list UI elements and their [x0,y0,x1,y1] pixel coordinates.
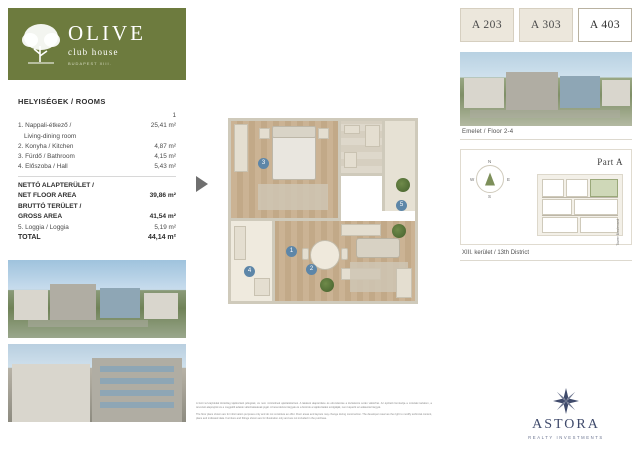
net-area-label: NETTÓ ALAPTERÜLET / [18,181,94,189]
apartment-tab-a403[interactable]: A 403 [578,8,632,42]
brand-title: OLIVE [68,20,146,45]
room-label-second-line: Living-dining room [24,132,77,140]
room-item-continued [18,132,176,141]
divider [18,176,176,177]
gross-area-label: BRUTTÓ TERÜLET / [18,202,82,210]
floor-plan-area [196,8,450,446]
room-item [18,162,176,171]
loggia-row [18,223,176,232]
rooms-heading: HELYISÉGEK / ROOMS [18,97,106,106]
room-value: 5,43 m² [154,163,176,171]
room-value: 4,15 m² [154,153,176,161]
building-exterior-photo-2 [8,344,186,422]
district-caption: XIII. kerület / 13th District [460,250,632,261]
room-label: 2. Konyha / Kitchen [18,142,74,150]
building-exterior-photo-1 [8,260,186,338]
room-item [18,121,176,130]
brand-tagline: BUDAPEST XIII. [68,60,112,66]
rooms-column-header [18,111,176,120]
room-item [18,152,176,161]
room-value: 25,41 m² [150,122,176,130]
astora-name: ASTORA [532,417,600,432]
net-area-row [18,181,176,191]
compass-south-label: S [488,194,492,199]
brand-subtitle: club house [68,46,119,57]
room-item [18,142,176,151]
net-area-row-2 [18,191,176,201]
compass-west-label: W [470,177,475,182]
total-row [18,233,176,243]
part-title: Part A [597,157,623,167]
brand-text-block [68,20,146,66]
floor-caption: Emelet / Floor 2-4 [460,126,632,140]
gross-area-label-2: GROSS AREA [18,213,63,221]
apartment-tab-a303[interactable]: A 303 [519,8,573,42]
compass-icon [471,160,509,198]
net-area-value: 39,86 m² [149,192,176,200]
loggia-label: 5. Loggia / Loggia [18,223,69,231]
astora-logo-block [506,388,626,440]
disclaimer-english: The floor plans shown are for information purposes only and do not constitute an offer. Floor areas and layouts may change during construction. The developer reserves the right to modify technical content, plans and indicated data. Furniture and fittings shown are for illustration only and are not included in the purchase. [196,413,432,421]
apartment-floor-plan[interactable] [210,118,438,308]
net-area-label-2: NET FLOOR AREA [18,192,77,200]
apartment-tab-list [460,8,632,42]
astora-subtitle: REALTY INVESTMENTS [528,435,604,440]
star-flower-icon [553,388,579,414]
room-label: 3. Fürdő / Bathroom [18,153,75,161]
mini-plan-street-label: Tower Boulevard [616,219,620,246]
apartment-tab-a203[interactable]: A 203 [460,8,514,42]
compass-east-label: E [506,177,510,182]
compass-north-label: N [488,159,492,164]
room-marker-5[interactable]: 5 [396,200,407,211]
room-marker-2[interactable]: 2 [306,264,317,275]
loggia-value: 5,19 m² [154,223,176,231]
site-mini-plan[interactable] [537,174,623,246]
gross-area-value: 41,54 m² [149,213,176,221]
disclaimer-block [196,402,432,421]
left-column [8,8,186,446]
right-column [460,8,632,261]
room-value: 4,87 m² [154,142,176,150]
view-direction-arrow[interactable] [196,176,208,192]
total-value: 44,14 m² [147,234,176,242]
room-label: 1. Nappali-étkező / [18,122,72,130]
rooms-panel [8,88,186,254]
disclaimer-hungarian: A fenti tervrajzokkal kizárólag tájékoztató jellegűek, és nem minősülnek ajánlattételnek. A lakások alapterülete és elrendezése a kivitelezés során változhat. Az építtető fenntartja a műszaki tartalom, a tervezett alaprajzok és a megjelölt adatok változtatásának jogát. A berendezési tárgyak és a bútorok a tájékoztatást szolgálják, nem képezik az adásvétel tárgyát. [196,402,432,410]
room-marker-4[interactable]: 4 [244,266,255,277]
total-label: TOTAL [18,234,41,242]
brand-header [8,8,186,80]
gross-area-row [18,202,176,212]
site-part-block [460,149,632,245]
room-label: 4. Előszoba / Hall [18,163,68,171]
gross-area-row-2 [18,212,176,222]
rooms-col-value-header: 1 [172,112,176,119]
room-marker-3[interactable]: 3 [258,158,269,169]
olive-tree-icon [18,18,64,70]
room-marker-1[interactable]: 1 [286,246,297,257]
aerial-photo [460,52,632,126]
